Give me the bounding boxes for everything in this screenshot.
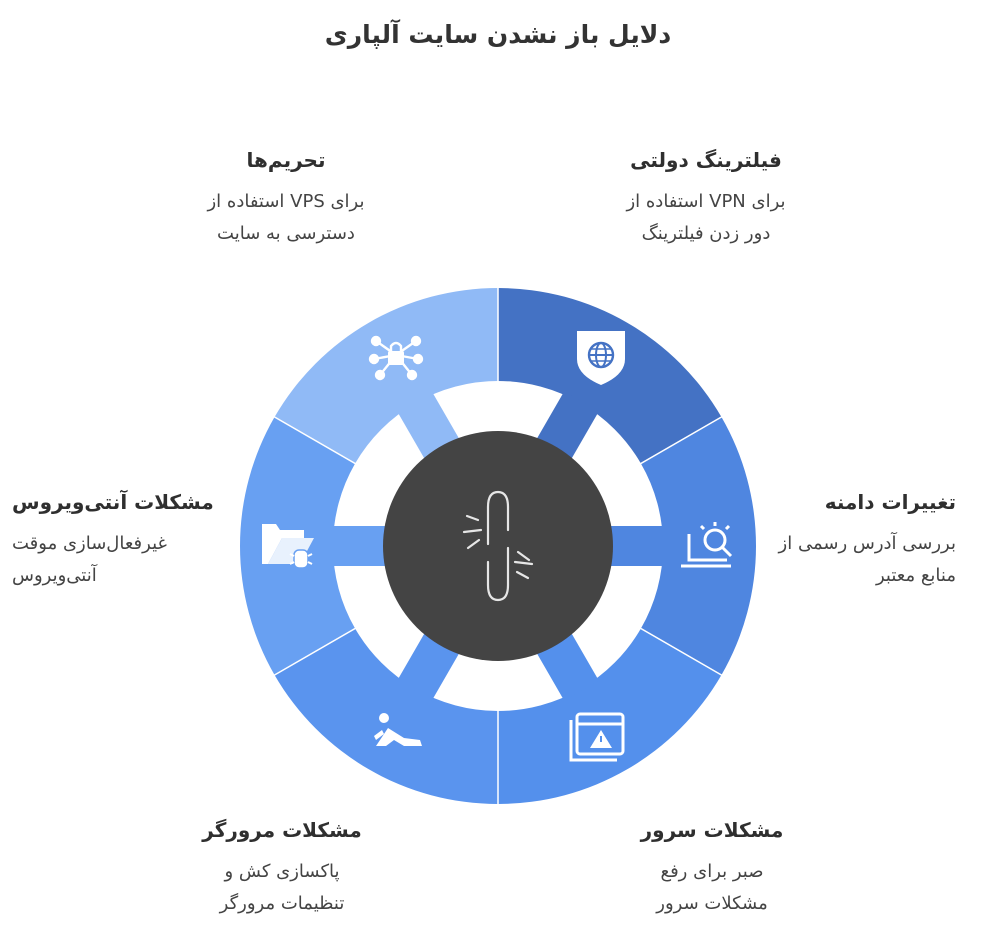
callout-sanctions-heading: تحریم‌ها bbox=[246, 148, 326, 172]
diagram-title: دلایل باز نشدن سایت آلپاری bbox=[324, 20, 672, 49]
center-hub bbox=[383, 431, 613, 661]
callout-sanctions bbox=[170, 148, 402, 250]
callout-browser bbox=[182, 818, 382, 920]
spoke-sanctions bbox=[415, 401, 444, 450]
callout-server-desc-1: صبر برای رفع bbox=[660, 861, 764, 882]
callout-sanctions-desc-1: برای VPS استفاده از bbox=[207, 191, 365, 212]
callout-browser-desc-1: پاکسازی کش و bbox=[224, 861, 340, 882]
spoke-browser bbox=[415, 641, 444, 690]
callout-domain-heading: تغییرات دامنه bbox=[824, 490, 956, 514]
callout-filtering-desc-2: دور زدن فیلترینگ bbox=[641, 223, 771, 244]
callout-antivirus-desc-1: غیرفعال‌سازی موقت bbox=[12, 533, 167, 554]
spoke-server bbox=[553, 641, 582, 690]
callout-antivirus bbox=[12, 490, 232, 592]
callout-domain bbox=[760, 490, 956, 592]
callout-server-desc-2: مشکلات سرور bbox=[656, 893, 768, 914]
spoke-filtering bbox=[553, 401, 582, 450]
callout-browser-desc-2: تنظیمات مرورگر bbox=[219, 893, 345, 914]
callout-filtering-desc-1: برای VPN استفاده از bbox=[626, 191, 786, 212]
callout-server bbox=[612, 818, 812, 920]
callout-antivirus-desc-2: آنتی‌ویروس bbox=[12, 565, 97, 586]
callout-server-heading: مشکلات سرور bbox=[640, 818, 784, 842]
callout-antivirus-heading: مشکلات آنتی‌ویروس bbox=[12, 490, 214, 514]
callout-browser-heading: مشکلات مرورگر bbox=[202, 818, 362, 842]
callout-sanctions-desc-2: دسترسی به سایت bbox=[217, 223, 355, 244]
callout-filtering bbox=[590, 148, 822, 250]
callout-domain-desc-1: بررسی آدرس رسمی از bbox=[778, 533, 956, 554]
callout-domain-desc-2: منابع معتبر bbox=[876, 565, 956, 586]
callout-filtering-heading: فیلترینگ دولتی bbox=[630, 148, 782, 172]
